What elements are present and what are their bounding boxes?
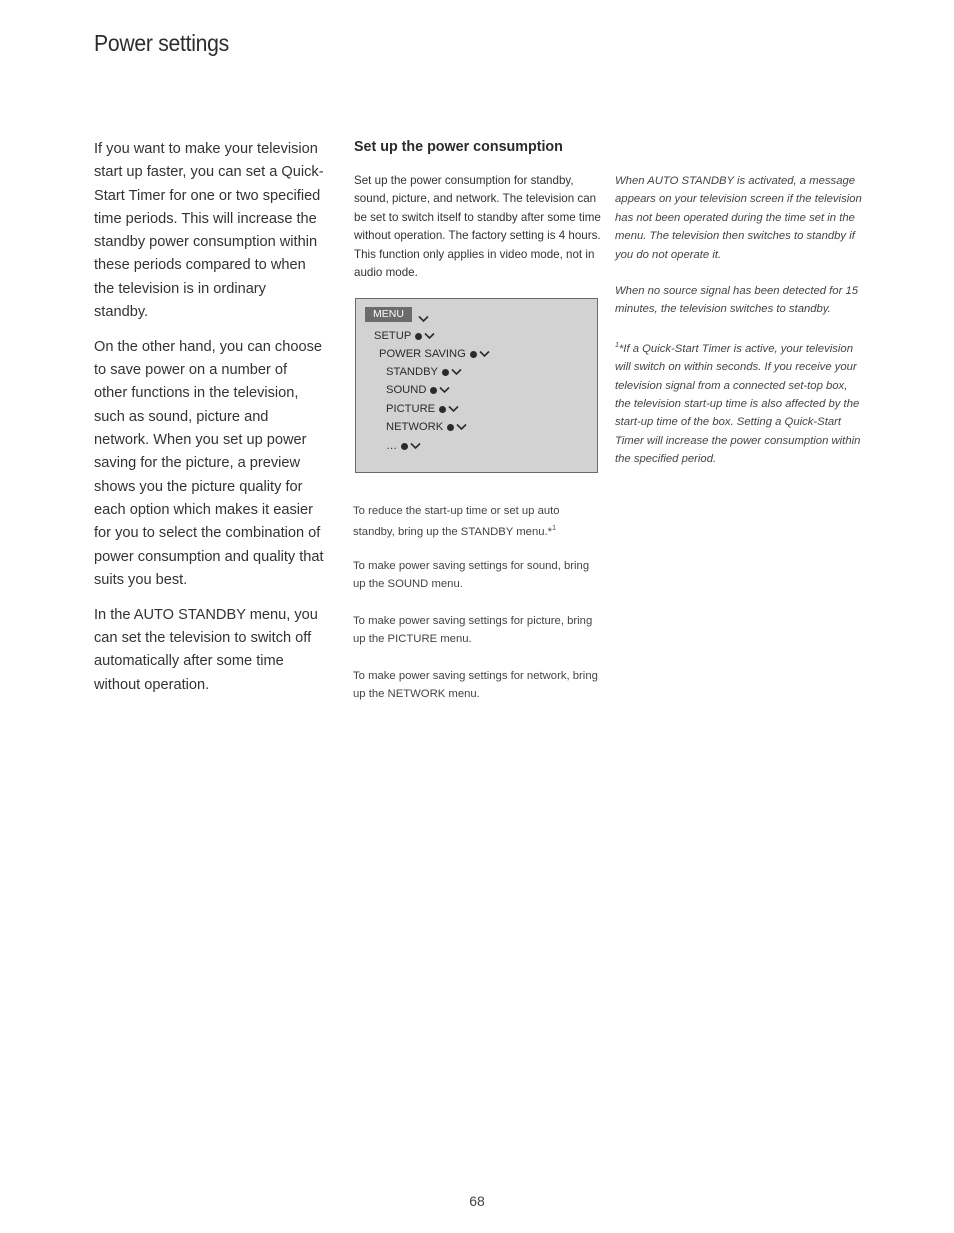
chevron-down-icon: [410, 442, 421, 450]
section-intro: Set up the power consumption for standby, sound, picture, and network. The television can be set to switch itself to standby after some time without operation. The factory setting is 4 hours. This function only applies in video mode, not in audio mode.: [354, 174, 601, 280]
power-saving-paragraph: On the other hand, you can choose to save power on a number of other functions in the television, such as sound, picture and network. When you set up power saving for the picture, a preview shows you the picture quality for each option which makes it easier for you to select the combination of power consumption and quality that suits you best.: [94, 338, 324, 588]
menu-item-label: NETWORK: [386, 421, 444, 433]
filled-dot-icon: [439, 406, 446, 413]
menu-item-label: POWER SAVING: [379, 348, 466, 360]
instruction-network: To make power saving settings for network, bring up the NETWORK menu.: [353, 670, 598, 701]
menu-item-setup: [374, 328, 435, 344]
section-heading: Set up the power consumption: [354, 139, 563, 155]
instruction-picture: To make power saving settings for picture, bring up the PICTURE menu.: [353, 615, 593, 646]
menu-item-picture: [386, 401, 459, 417]
page-title: Power settings: [94, 30, 229, 56]
filled-dot-icon: [470, 351, 477, 358]
chevron-down-icon: [479, 350, 490, 358]
chevron-down-icon: [424, 332, 435, 340]
menu-root-row: [365, 306, 429, 322]
menu-item-sound: [386, 382, 450, 398]
chevron-down-icon: [448, 405, 459, 413]
footnote-marker: 1: [615, 342, 619, 349]
menu-item-standby: [386, 364, 462, 380]
menu-item-label: PICTURE: [386, 403, 436, 415]
menu-item-power-saving: [379, 346, 490, 362]
filled-dot-icon: [447, 424, 454, 431]
left-column: [94, 138, 324, 708]
intro-paragraph: If you want to make your television start up faster, you can set a Quick-Start Timer for one or two specified time periods. This will increase the standby power consumption within these periods compared to when the television is in ordinary standby.: [94, 141, 324, 321]
chevron-down-icon: [451, 368, 462, 376]
instruction-sound: To make power saving settings for sound, bring up the SOUND menu.: [353, 560, 590, 591]
menu-item-more: [386, 438, 421, 454]
menu-root-label: MENU: [365, 307, 412, 322]
note-no-signal: When no source signal has been detected for 15 minutes, the television switches to standby.: [615, 285, 859, 316]
filled-dot-icon: [430, 387, 437, 394]
menu-item-network: [386, 419, 467, 435]
menu-item-label: …: [386, 440, 398, 452]
note-quick-start: $^1$*If a Quick-Start Timer is active, your television will switch on within seconds. If you receive your television signal from a connected set-top box, the television start-up time is also affected by the start-up time of the box. Setting a Quick-Start Timer will increase the power consumption within the specified period.: [615, 342, 861, 466]
filled-dot-icon: [401, 443, 408, 450]
note-auto-standby: When AUTO STANDBY is activated, a message appears on your television screen if the television has not been operated during the time set in the menu. The television then switches to standby if you do not operate it.: [615, 175, 862, 261]
menu-item-label: SOUND: [386, 384, 427, 396]
auto-standby-paragraph: In the AUTO STANDBY menu, you can set the television to switch off automatically after some time without operation.: [94, 606, 318, 693]
instruction-standby: To reduce the start-up time or set up auto standby, bring up the STANDBY menu.*$^1$: [353, 505, 560, 538]
chevron-down-icon: [439, 386, 450, 394]
chevron-down-icon: [418, 315, 429, 323]
chevron-down-icon: [456, 423, 467, 431]
menu-path-diagram: [355, 298, 598, 473]
page-number: 68: [469, 1193, 485, 1209]
filled-dot-icon: [442, 369, 449, 376]
footnote-marker: 1: [552, 525, 556, 533]
filled-dot-icon: [415, 333, 422, 340]
menu-item-label: STANDBY: [386, 366, 439, 378]
menu-item-label: SETUP: [374, 330, 412, 342]
